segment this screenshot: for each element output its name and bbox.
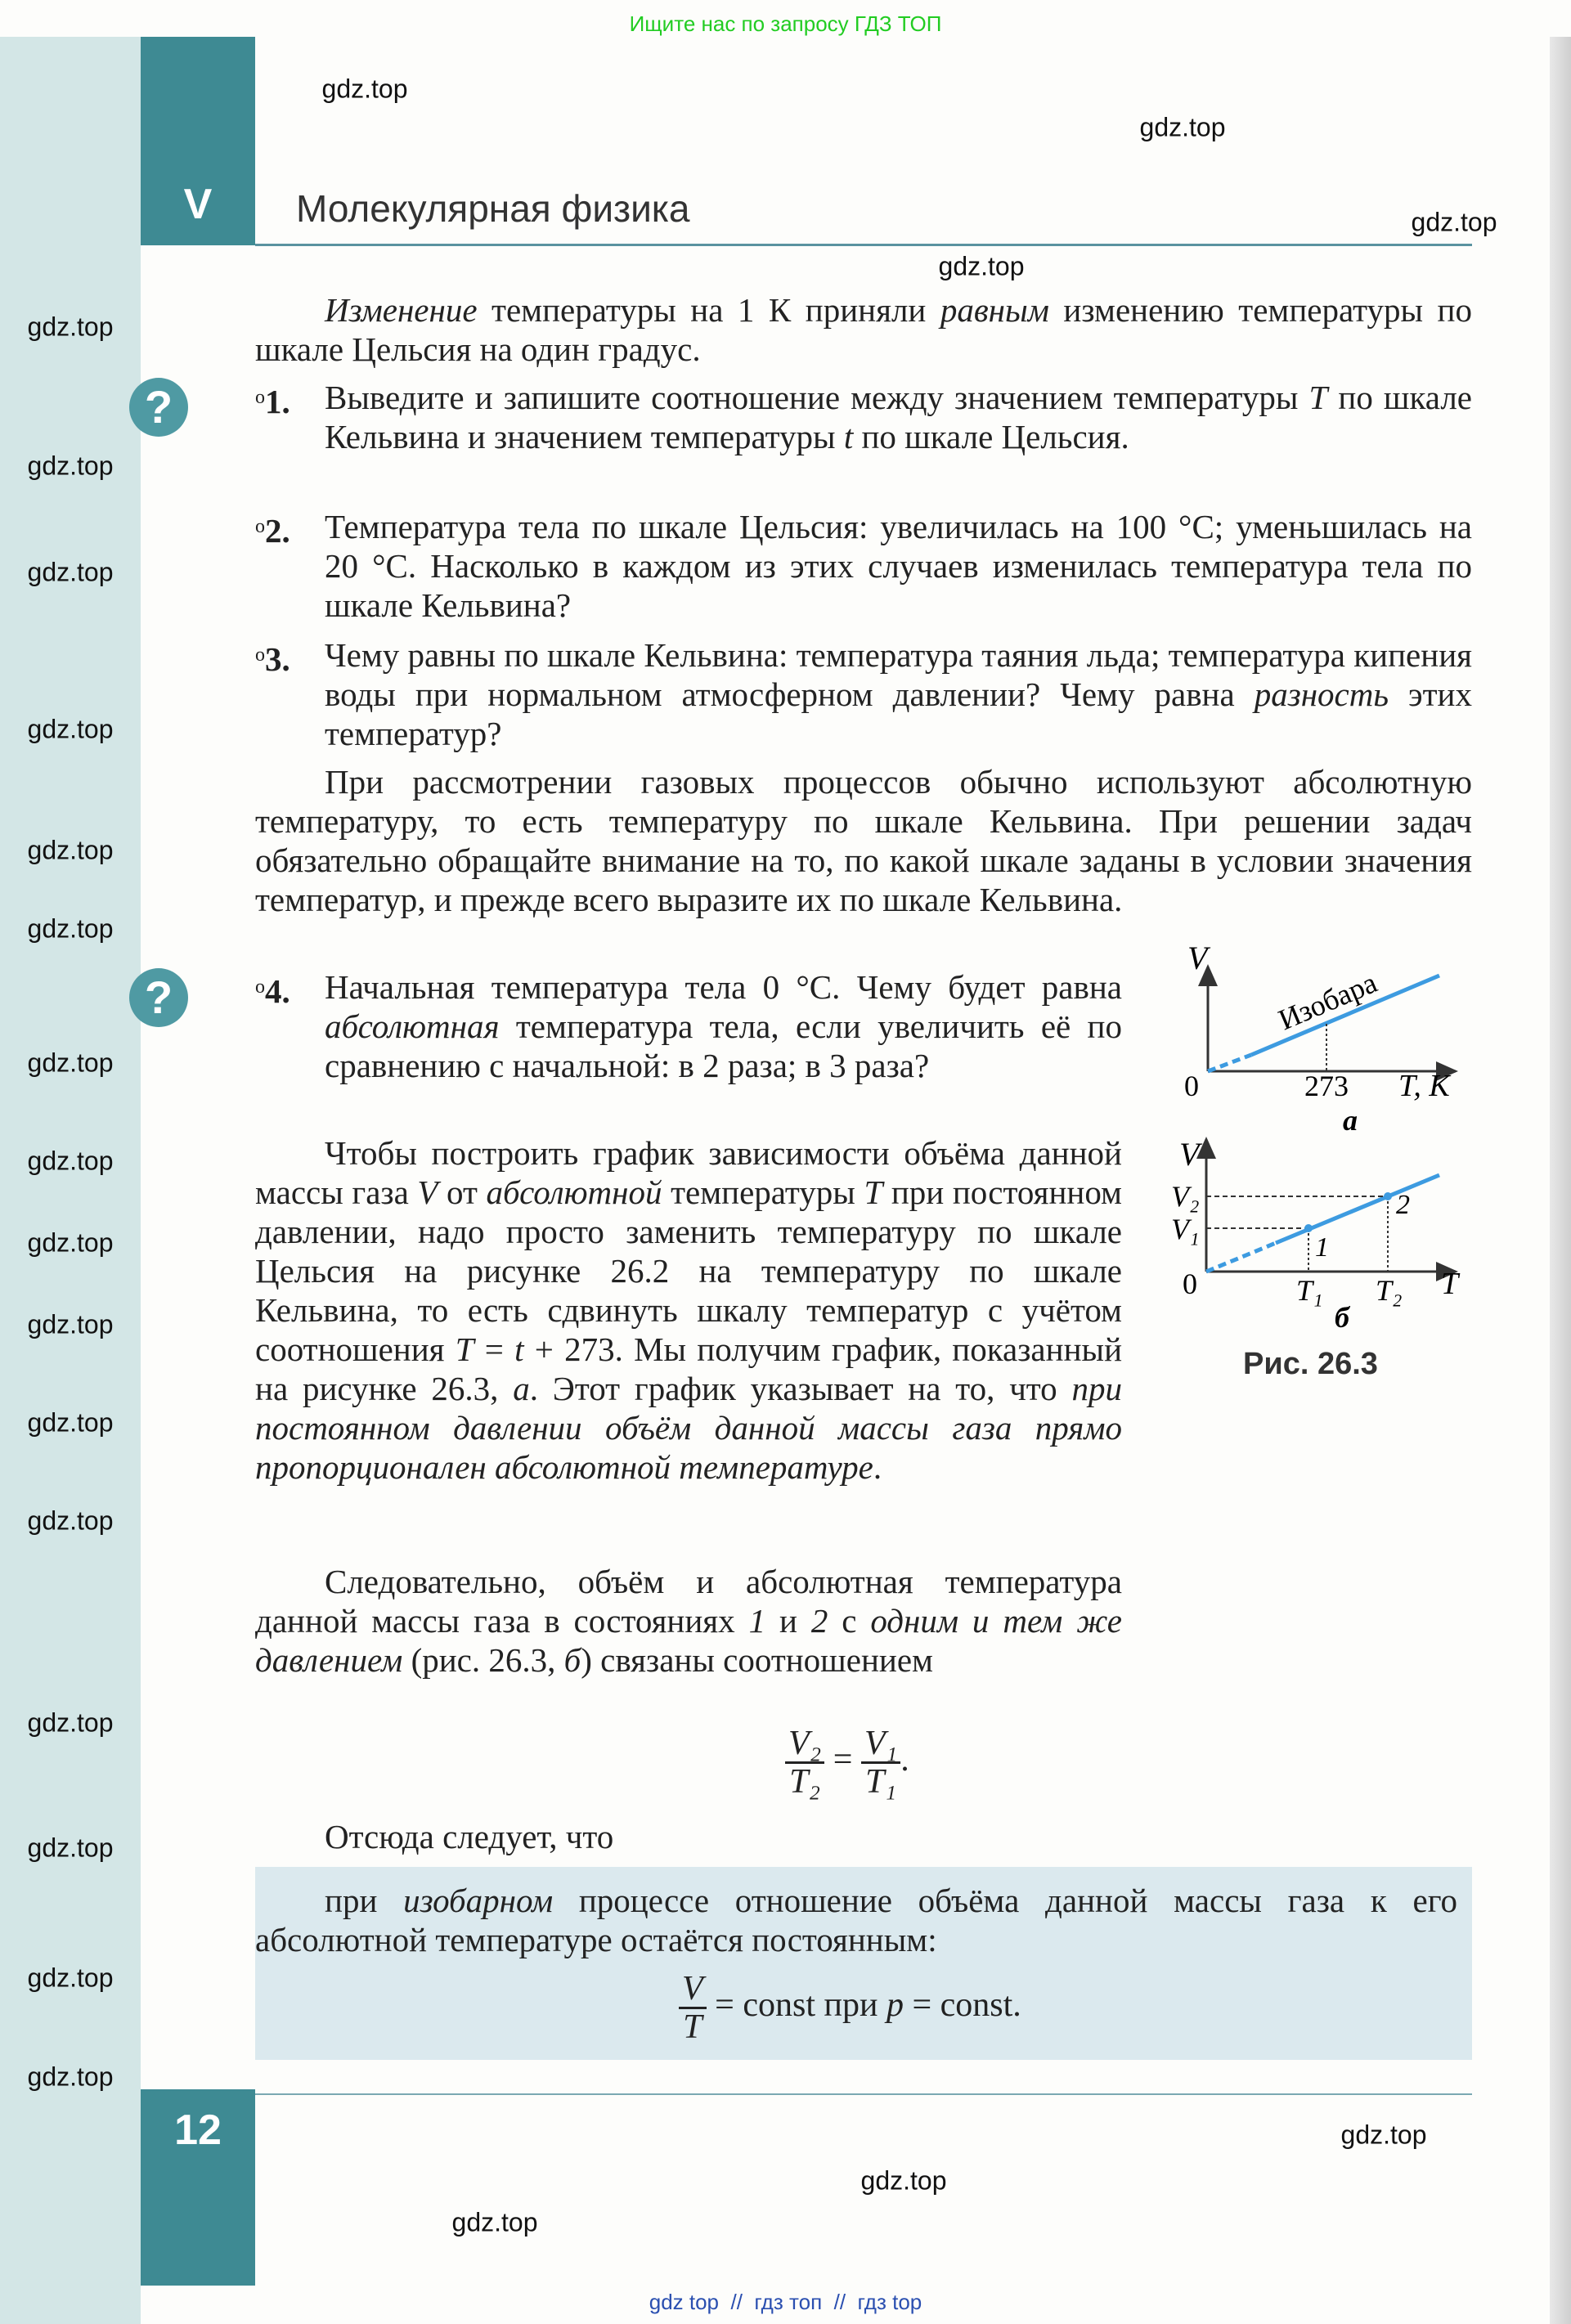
origin-label: 0 xyxy=(1183,1267,1197,1300)
search-hint-banner: Ищите нас по запросу ГДЗ ТОП xyxy=(629,11,942,36)
question-1: $^о$1. Выведите и запишите соотношение между значением температуры T по шкале Кельвина и значением температуры t по шкале Цельсия. xyxy=(255,379,1472,455)
origin-label: 0 xyxy=(1184,1070,1199,1102)
watermark: gdz.top xyxy=(1139,112,1226,142)
question-icon: ? xyxy=(129,968,188,1027)
watermark: gdz.top xyxy=(27,1048,114,1078)
header-divider xyxy=(255,244,1472,246)
x-axis-label: T, К xyxy=(1398,1069,1450,1103)
paragraph-kelvin-celsius: Изменение температуры на 1 К приняли равным изменению температуры по шкале Цельсия на один градус. xyxy=(255,291,1472,368)
footer-divider xyxy=(255,2093,1472,2095)
v2-label: V₂ xyxy=(1171,1180,1200,1213)
watermark: gdz.top xyxy=(27,714,114,744)
watermark: gdz.top xyxy=(27,557,114,587)
watermark: gdz.top xyxy=(27,1707,114,1738)
watermark: gdz.top xyxy=(27,1505,114,1536)
watermark: gdz.top xyxy=(1411,207,1497,237)
page-edge xyxy=(1550,37,1571,2324)
chapter-title: Молекулярная физика xyxy=(296,187,690,230)
question-3: $^о$3. Чему равны по шкале Кельвина: температура таяния льда; температура кипения воды при нормальном атмосферном давлении? Чему равна разность этих температур? xyxy=(255,636,1472,752)
t2-label: T₂ xyxy=(1376,1274,1403,1307)
subfigure-a-label: а xyxy=(1343,1104,1358,1137)
footer-links[interactable]: gdz top // гдз топ // гдз top xyxy=(649,2290,922,2314)
state-point-2 xyxy=(1384,1192,1392,1200)
v1-label: V₁ xyxy=(1171,1213,1200,1245)
watermark: gdz.top xyxy=(27,1309,114,1339)
point-1-label: 1 xyxy=(1315,1232,1329,1263)
page-number: 12 xyxy=(174,2106,222,2154)
watermark: gdz.top xyxy=(1340,2120,1427,2150)
watermark: gdz.top xyxy=(938,251,1025,281)
isobar-label: Изобара xyxy=(1273,966,1382,1037)
watermark: gdz.top xyxy=(451,2207,538,2237)
point-2-label: 2 xyxy=(1396,1190,1410,1220)
figure-caption: Рис. 26.3 xyxy=(1243,1347,1378,1381)
watermark: gdz.top xyxy=(27,2062,114,2092)
paragraph-absolute-temperature: При рассмотрении газовых процессов обычно используют абсолютную температуру, то есть температуру по шкале Кельвина. При решении задач обязательно обращайте внимание на то, по какой шкале заданы в условии значения температур, и прежде всего выразите их по шкале Кельвина. xyxy=(255,763,1472,918)
formula-isobaric: $\frac{V}{T}$ = const при p = const. xyxy=(679,1971,1021,2045)
formula-ratio: $\frac{\text{V₂}}{\text{T₂}}$ = $\frac{\text{V₁}}{\text{T₁}}$ . xyxy=(785,1725,909,1800)
tick-label: 273 xyxy=(1304,1070,1349,1102)
watermark: gdz.top xyxy=(27,913,114,944)
watermark: gdz.top xyxy=(27,1146,114,1176)
watermark: gdz.top xyxy=(27,1227,114,1258)
chapter-tab xyxy=(141,37,255,245)
graph-a xyxy=(1184,940,1456,1137)
watermark: gdz.top xyxy=(27,1407,114,1438)
paragraph-states: Следовательно, объём и абсолютная температура данной массы газа в состояниях 1 и 2 с одним и тем же давлением (рис. 26.3, б) связаны соотношением xyxy=(255,1563,1122,1679)
isobar-line xyxy=(1276,1175,1439,1243)
watermark: gdz.top xyxy=(860,2165,947,2196)
t1-label: T₁ xyxy=(1296,1274,1323,1307)
question-icon: ? xyxy=(129,378,188,437)
y-axis-label: V xyxy=(1187,940,1208,976)
page-number-tab xyxy=(141,2089,255,2286)
x-axis-label: T xyxy=(1441,1267,1459,1301)
question-2: $^о$2. Температура тела по шкале Цельсия: увеличилась на 100 °С; уменьшилась на 20 °С. Насколько в каждом из этих случаев изменилась температура тела по шкале Кельвина? xyxy=(255,508,1472,624)
chapter-number: V xyxy=(183,181,213,228)
y-axis-label: V xyxy=(1179,1136,1200,1173)
watermark: gdz.top xyxy=(27,451,114,481)
extrapolation-dashed xyxy=(1206,1243,1276,1272)
question-4: $^о$4. Начальная температура тела 0 °С. Чему будет равна абсолютная температура тела, если увеличить её по сравнению с начальной: в 2 раза; в 3 раза? xyxy=(255,968,1122,1084)
paragraph-graph: Чтобы построить график зависимости объёма данной массы газа V от абсолютной температуры T при постоянном давлении, надо просто заменить температуру по шкале Цельсия на рисунке 26.2 на температуру по шкале Кельвина, то есть сдвинуть шкалу температур с учётом соотношения T = t + 273. Мы получим график, показанный на рисунке 26.3, а. Этот график указывает на то, что при постоянном давлении объём данной массы газа прямо пропорционален абсолютной температуре. xyxy=(255,1134,1123,1486)
watermark: gdz.top xyxy=(27,1833,114,1863)
watermark: gdz.top xyxy=(27,1963,114,1993)
state-point-1 xyxy=(1304,1224,1313,1232)
paragraph-conclusion: Отсюда следует, что xyxy=(325,1818,614,1855)
rule-text: при изобарном процессе отношение объёма данной массы газа к его абсолютной температуре остаётся постоянным: xyxy=(255,1882,1457,1958)
extrapolation-dashed xyxy=(1208,1055,1251,1071)
watermark: gdz.top xyxy=(27,312,114,342)
watermark: gdz.top xyxy=(321,74,408,104)
watermark: gdz.top xyxy=(27,835,114,865)
graph-b xyxy=(1171,1136,1461,1334)
subfigure-b-label: б xyxy=(1335,1301,1349,1334)
figure-26-3 xyxy=(1129,940,1521,1382)
